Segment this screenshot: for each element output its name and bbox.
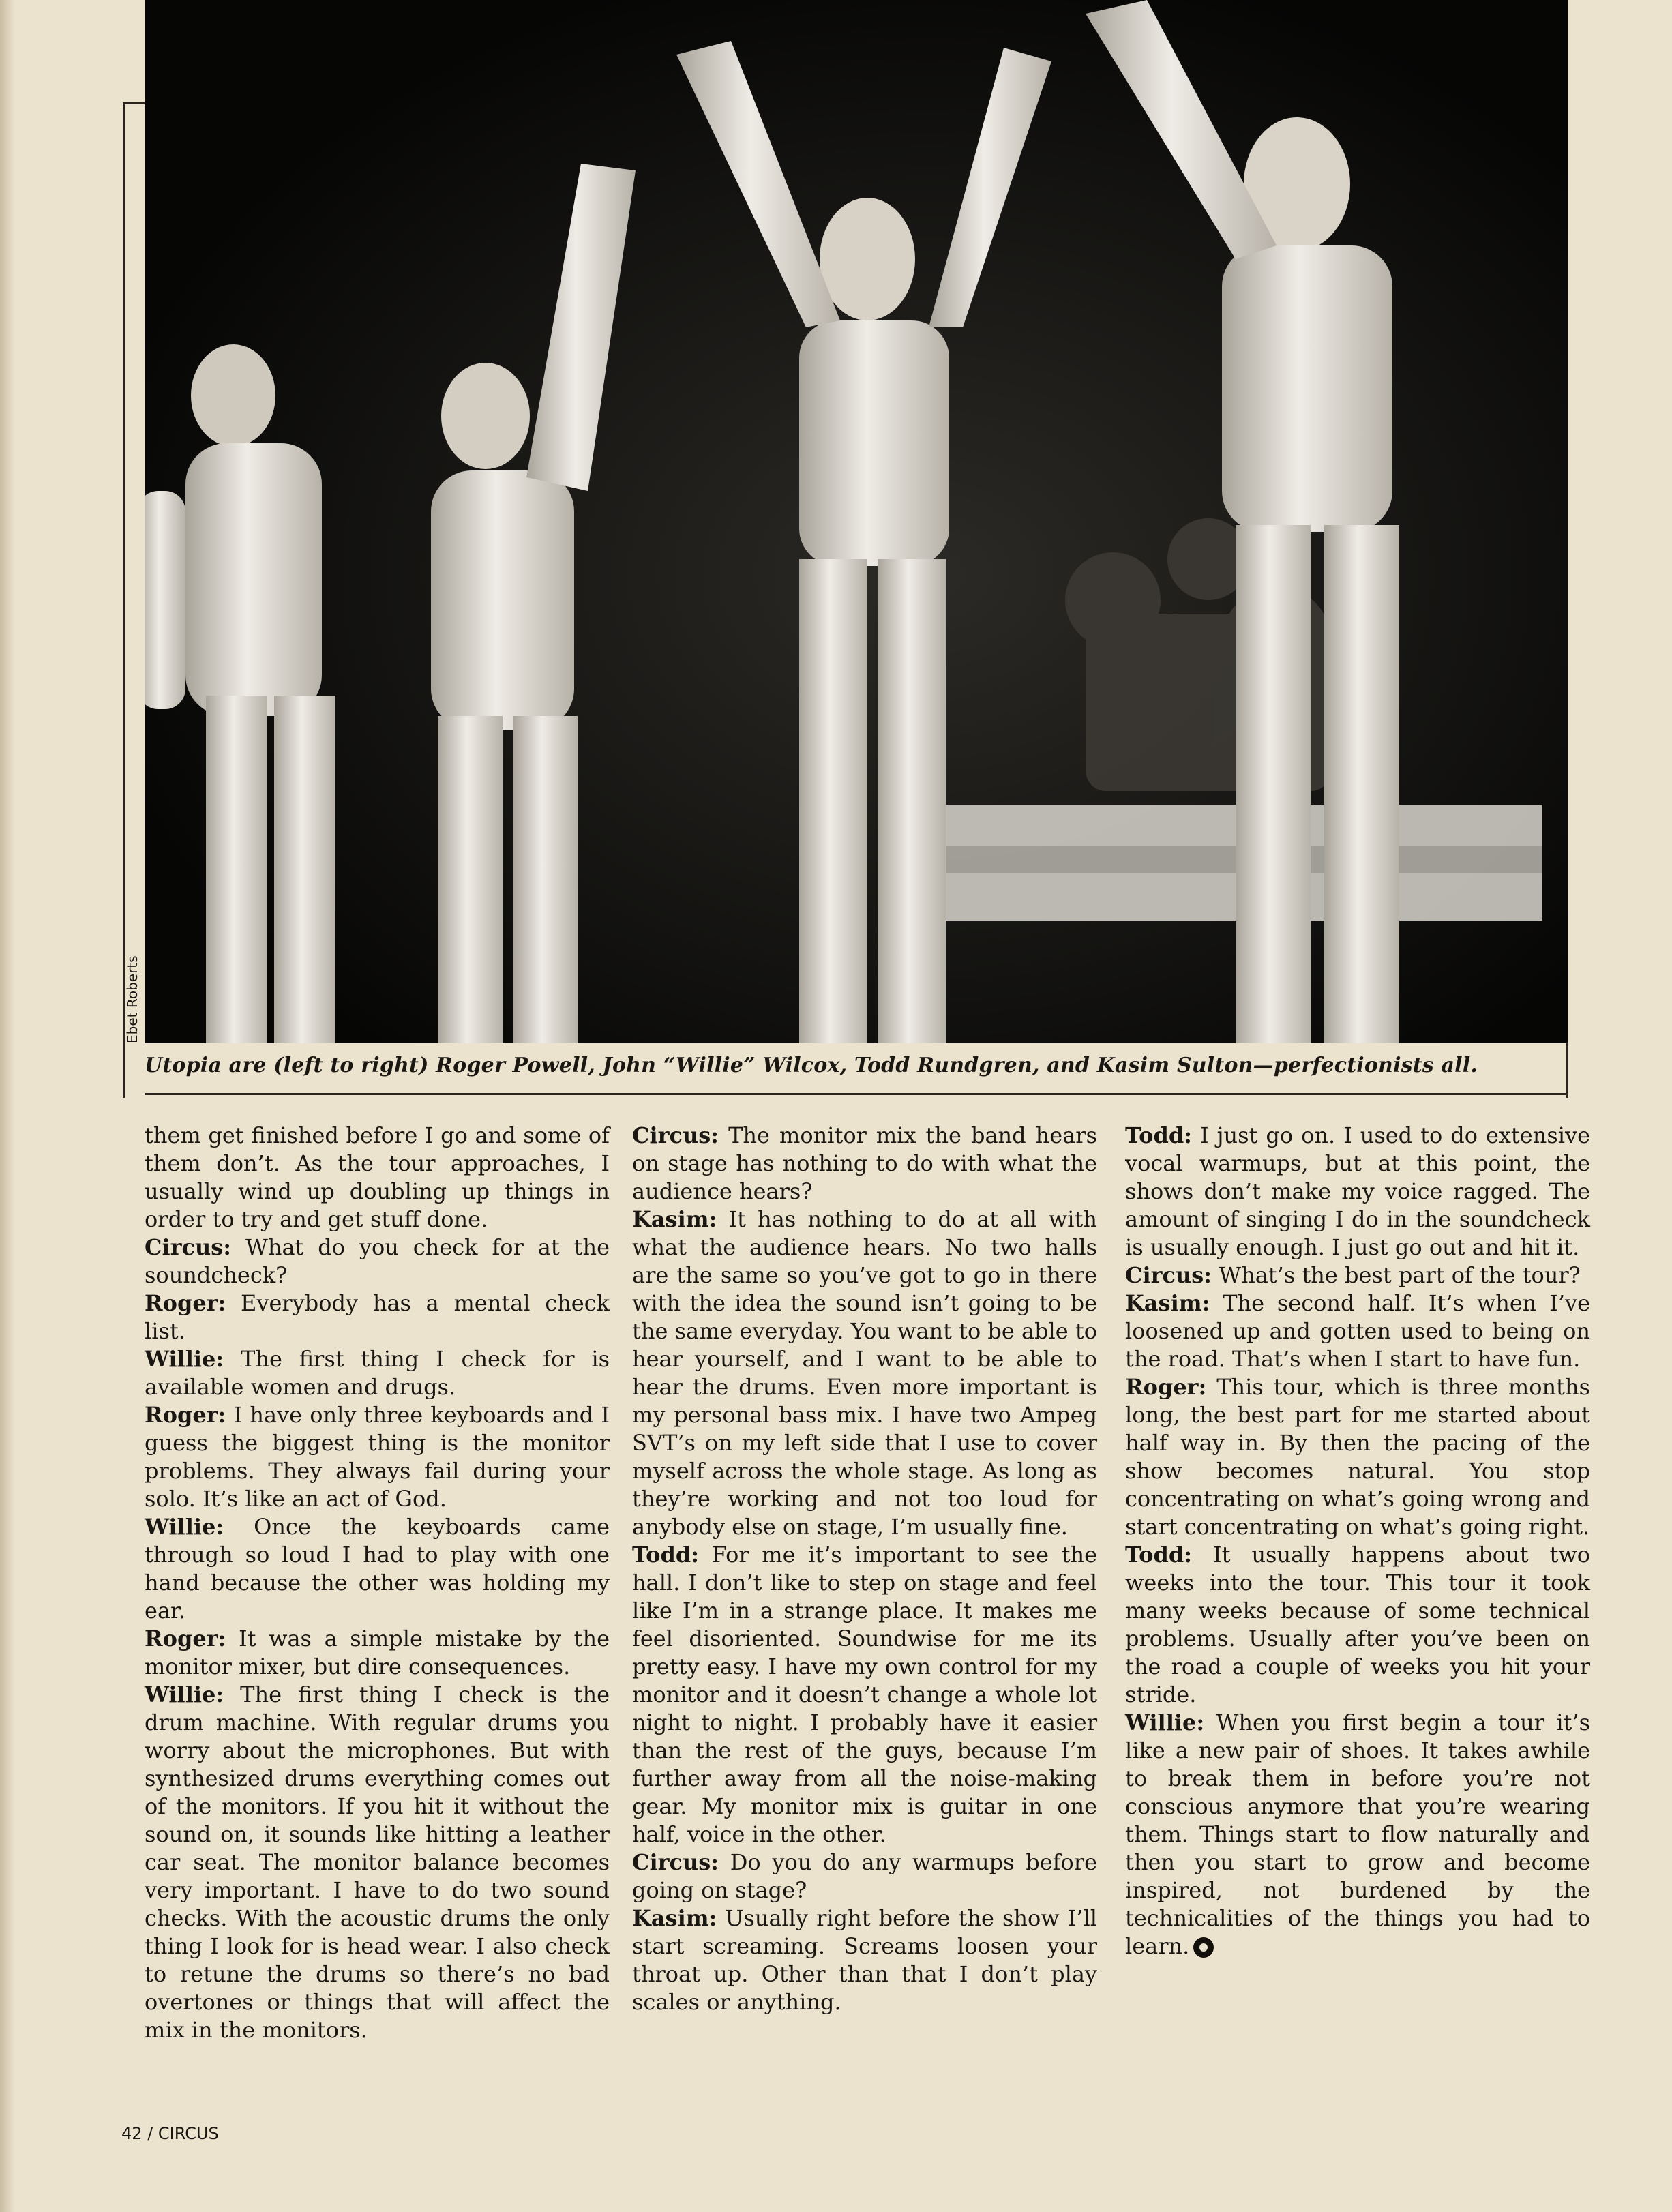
paragraph-text: The monitor mix the band hears on stage has nothing to do with what the audience hears? <box>632 1122 1097 1204</box>
paragraph <box>1125 1289 1590 1373</box>
paragraph <box>1125 1261 1590 1289</box>
speaker-label: Kasim: <box>632 1905 717 1931</box>
article-column-2 <box>632 1122 1097 2016</box>
caption-divider <box>145 1093 1568 1095</box>
speaker-label: Willie: <box>145 1682 224 1707</box>
paragraph-text: I have only three keyboards and I guess the biggest thing is the monitor problems. They always fail during your solo. It’s like an act of God. <box>145 1402 610 1512</box>
paragraph <box>145 1513 610 1625</box>
paragraph-text: This tour, which is three months long, the best part for me started about half way in. By then the pacing of the show becomes natural. You stop concentrating on what’s going wrong and start concentrating on what’s going right. <box>1125 1374 1590 1540</box>
paragraph <box>145 1289 610 1345</box>
paragraph-text: The first thing I check is the drum machine. With regular drums you worry about the microphones. But with synthesized drums everything comes out of the monitors. If you hit it without the sound on, it sounds like hitting a leather car seat. The monitor balance becomes very important. I have to do two sound checks. With the acoustic drums the only thing I look for is head wear. I also check to retune the drums so there’s no bad overtones or things that will affect the mix in the monitors. <box>145 1682 610 2043</box>
photo-caption: Utopia are (left to right) Roger Powell, John “Willie” Wilcox, Todd Rundgren, and Kasim Sulton—perfectionists all. <box>145 1053 1478 1077</box>
speaker-label: Willie: <box>145 1514 224 1540</box>
paragraph <box>145 1681 610 2044</box>
paragraph-text: What’s the best part of the tour? <box>1212 1262 1581 1288</box>
paragraph-text: The second half. It’s when I’ve loosened up and gotten used to being on the road. That’s when I start to have fun. <box>1125 1290 1590 1372</box>
speaker-label: Circus: <box>145 1234 232 1260</box>
speaker-label: Circus: <box>632 1122 719 1148</box>
paragraph <box>1125 1709 1590 1960</box>
speaker-label: Todd: <box>1125 1542 1193 1568</box>
paragraph <box>1125 1541 1590 1709</box>
page-binding-edge <box>0 0 15 2212</box>
speaker-label: Todd: <box>632 1542 700 1568</box>
paragraph-text: It has nothing to do at all with what the audience hears. No two halls are the same so you’ve got to go in there with the idea the sound isn’t going to be the same everyday. You want to be able to hear yourself, and I want to be able to hear the drums. Even more important is my personal bass mix. I have two Ampeg SVT’s on my left side that I use to cover myself across the whole stage. As long as they’re working and not too loud for anybody else on stage, I’m usually fine. <box>632 1206 1098 1540</box>
speaker-label: Willie: <box>1125 1709 1205 1735</box>
band-photo <box>145 0 1568 1043</box>
speaker-label: Kasim: <box>1125 1290 1210 1316</box>
paragraph <box>1125 1373 1590 1541</box>
speaker-label: Roger: <box>1125 1374 1207 1400</box>
paragraph-text: For me it’s important to see the hall. I don’t like to step on stage and feel like I’m in a strange place. It makes me feel disoriented. Soundwise for me its pretty easy. I have my own control for my monitor and it doesn’t change a whole lot night to night. I probably have it easier than the rest of the guys, because I’m further away from all the noise-making gear. My monitor mix is guitar in one half, voice in the other. <box>632 1542 1097 1847</box>
paragraph <box>632 1904 1097 2016</box>
paragraph-text: When you first begin a tour it’s like a new pair of shoes. It takes awhile to break them in before you’re not conscious anymore that you’re wearing them. Things start to flow naturally and then you start to grow and become inspired, not burdened by the technicalities of the things you had to learn. <box>1125 1709 1590 1959</box>
paragraph-text: Everybody has a mental check list. <box>145 1290 610 1344</box>
paragraph <box>632 1122 1097 1206</box>
speaker-label: Circus: <box>632 1849 719 1875</box>
page-folio: 42 / CIRCUS <box>121 2124 219 2143</box>
article-column-1 <box>145 1122 610 2044</box>
photo-credit-text: Ebet Roberts <box>124 955 140 1043</box>
paragraph-text: Once the keyboards came through so loud I had to play with one hand because the other was holding my ear. <box>145 1514 610 1624</box>
paragraph-text: It was a simple mistake by the monitor mixer, but dire consequences. <box>145 1626 610 1679</box>
band-photo-image <box>145 0 1568 1043</box>
speaker-label: Todd: <box>1125 1122 1193 1148</box>
paragraph <box>145 1625 610 1681</box>
speaker-label: Willie: <box>145 1346 224 1372</box>
paragraph <box>632 1206 1097 1541</box>
paragraph-text: The first thing I check for is available women and drugs. <box>145 1346 610 1400</box>
speaker-label: Roger: <box>145 1402 226 1428</box>
paragraph-text: What do you check for at the soundcheck? <box>145 1234 610 1288</box>
paragraph-text: Usually right before the show I’ll start screaming. Screams loosen your throat up. Other than that I don’t play scales or anything. <box>632 1905 1097 2015</box>
paragraph <box>632 1849 1097 1904</box>
photo-credit <box>123 948 145 1043</box>
speaker-label: Roger: <box>145 1626 226 1651</box>
article-body <box>145 1122 1590 2069</box>
speaker-label: Circus: <box>1125 1262 1212 1288</box>
paragraph <box>145 1122 610 1234</box>
article-column-3 <box>1125 1122 1590 1960</box>
speaker-label: Kasim: <box>632 1206 717 1232</box>
end-of-article-icon <box>1193 1937 1214 1958</box>
paragraph-text: It usually happens about two weeks into the tour. This tour it took many weeks because of some technical problems. Usually after you’ve been on the road a couple of weeks you hit your stride. <box>1125 1542 1590 1707</box>
paragraph <box>145 1401 610 1513</box>
speaker-label: Roger: <box>145 1290 226 1316</box>
paragraph <box>1125 1122 1590 1261</box>
paragraph-text: them get finished before I go and some of them don’t. As the tour approaches, I usually wind up doubling up things in order to try and get stuff done. <box>145 1122 610 1232</box>
paragraph-text: I just go on. I used to do extensive vocal warmups, but at this point, the shows don’t make my voice ragged. The amount of singing I do in the soundcheck is usually enough. I just go out and hit it. <box>1125 1122 1590 1260</box>
paragraph <box>145 1345 610 1401</box>
paragraph <box>632 1541 1097 1849</box>
paragraph-text: Do you do any warmups before going on stage? <box>632 1849 1097 1903</box>
paragraph <box>145 1234 610 1289</box>
